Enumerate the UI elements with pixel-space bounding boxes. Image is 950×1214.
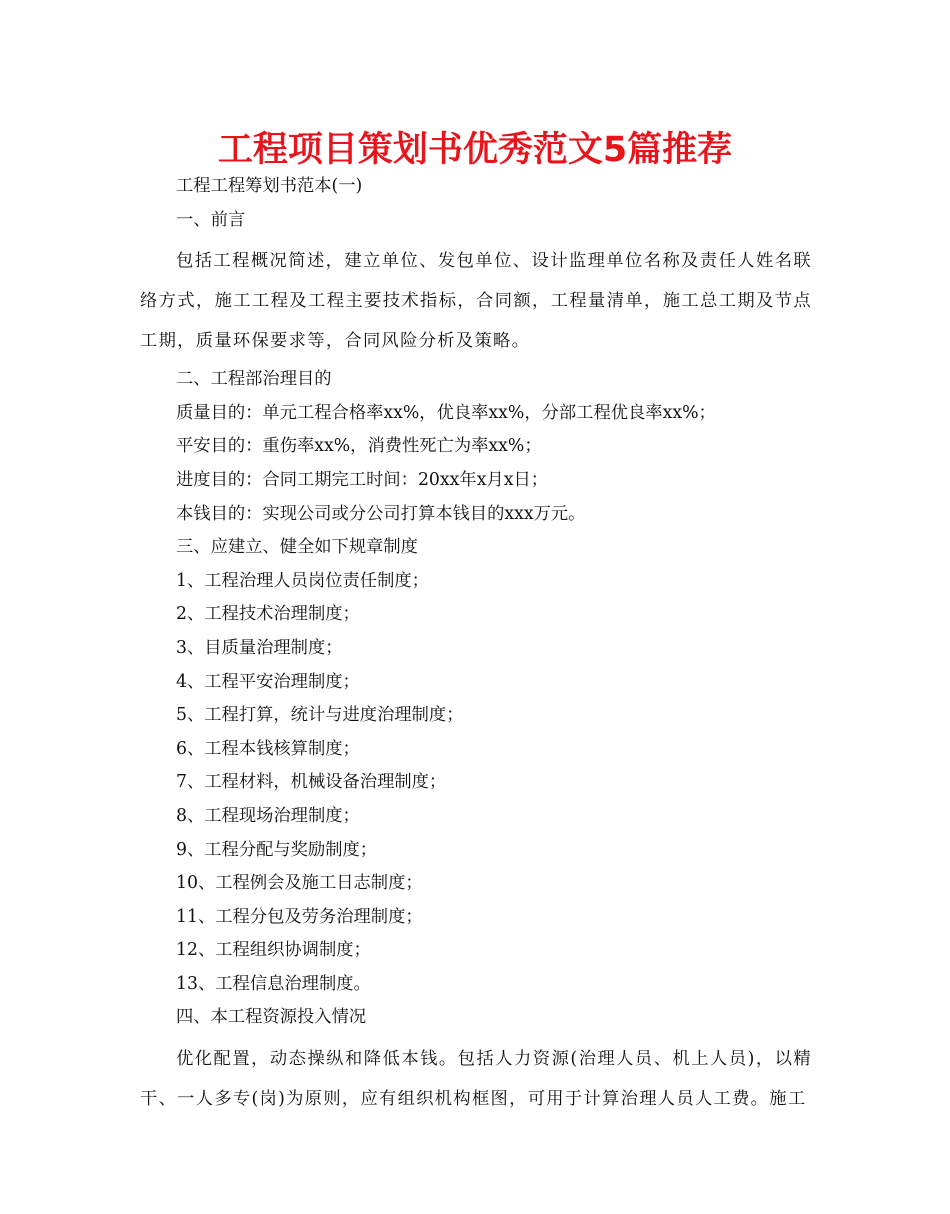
paragraph-resources-block <box>140 1039 812 1119</box>
goal-quality: 质量目的：单元工程合格率xx%，优良率xx%，分部工程优良率xx%； <box>176 402 716 423</box>
goal-schedule: 进度目的：合同工期完工时间：20xx年x月x日； <box>176 469 549 490</box>
regulation-item: 3、目质量治理制度； <box>176 637 343 658</box>
regulation-item: 2、工程技术治理制度； <box>176 604 360 625</box>
regulation-item: 8、工程现场治理制度； <box>176 805 360 826</box>
goal-safety: 平安目的：重伤率xx%，消费性死亡为率xx%； <box>176 436 542 457</box>
heading-resources: 四、本工程资源投入情况 <box>176 1007 367 1028</box>
heading-regulations: 三、应建立、健全如下规章制度 <box>176 537 418 558</box>
document-title: 工程项目策划书优秀范文5篇推荐 <box>217 130 733 170</box>
regulation-item: 7、工程材料，机械设备治理制度； <box>176 772 447 793</box>
regulation-item: 1、工程治理人员岗位责任制度； <box>176 570 429 591</box>
regulation-item: 11、工程分包及劳务治理制度； <box>176 906 423 927</box>
goal-cost: 本钱目的：实现公司或分公司打算本钱目的xxx万元。 <box>176 503 586 524</box>
heading-preface: 一、前言 <box>176 209 246 230</box>
regulation-item: 6、工程本钱核算制度； <box>176 738 360 759</box>
regulation-item: 4、工程平安治理制度； <box>176 671 360 692</box>
heading-goals: 二、工程部治理目的 <box>176 369 332 390</box>
section-subtitle: 工程工程筹划书范本(一) <box>176 176 363 196</box>
regulation-item: 12、工程组织协调制度； <box>176 940 371 961</box>
paragraph-resources: 优化配置，动态操纵和降低本钱。包括人力资源(治理人员、机上人员)，以精干、一人多专(岗)为原则，应有组织机构框图，可用于计算治理人员人工费。施工 <box>140 1049 812 1110</box>
paragraph-overview-block <box>140 241 812 361</box>
paragraph-overview: 包括工程概况简述，建立单位、发包单位、设计监理单位名称及责任人姓名联络方式，施工工程及工程主要技术指标，合同额，工程量清单，施工总工期及节点工期，质量环保要求等，合同风险分析及策略。 <box>140 251 812 352</box>
regulation-item: 5、工程打算，统计与进度治理制度； <box>176 705 464 726</box>
document-body <box>140 170 812 1121</box>
regulation-item: 13、工程信息治理制度。 <box>176 973 371 994</box>
regulation-item: 10、工程例会及施工日志制度； <box>176 873 423 894</box>
regulation-item: 9、工程分配与奖励制度； <box>176 839 378 860</box>
